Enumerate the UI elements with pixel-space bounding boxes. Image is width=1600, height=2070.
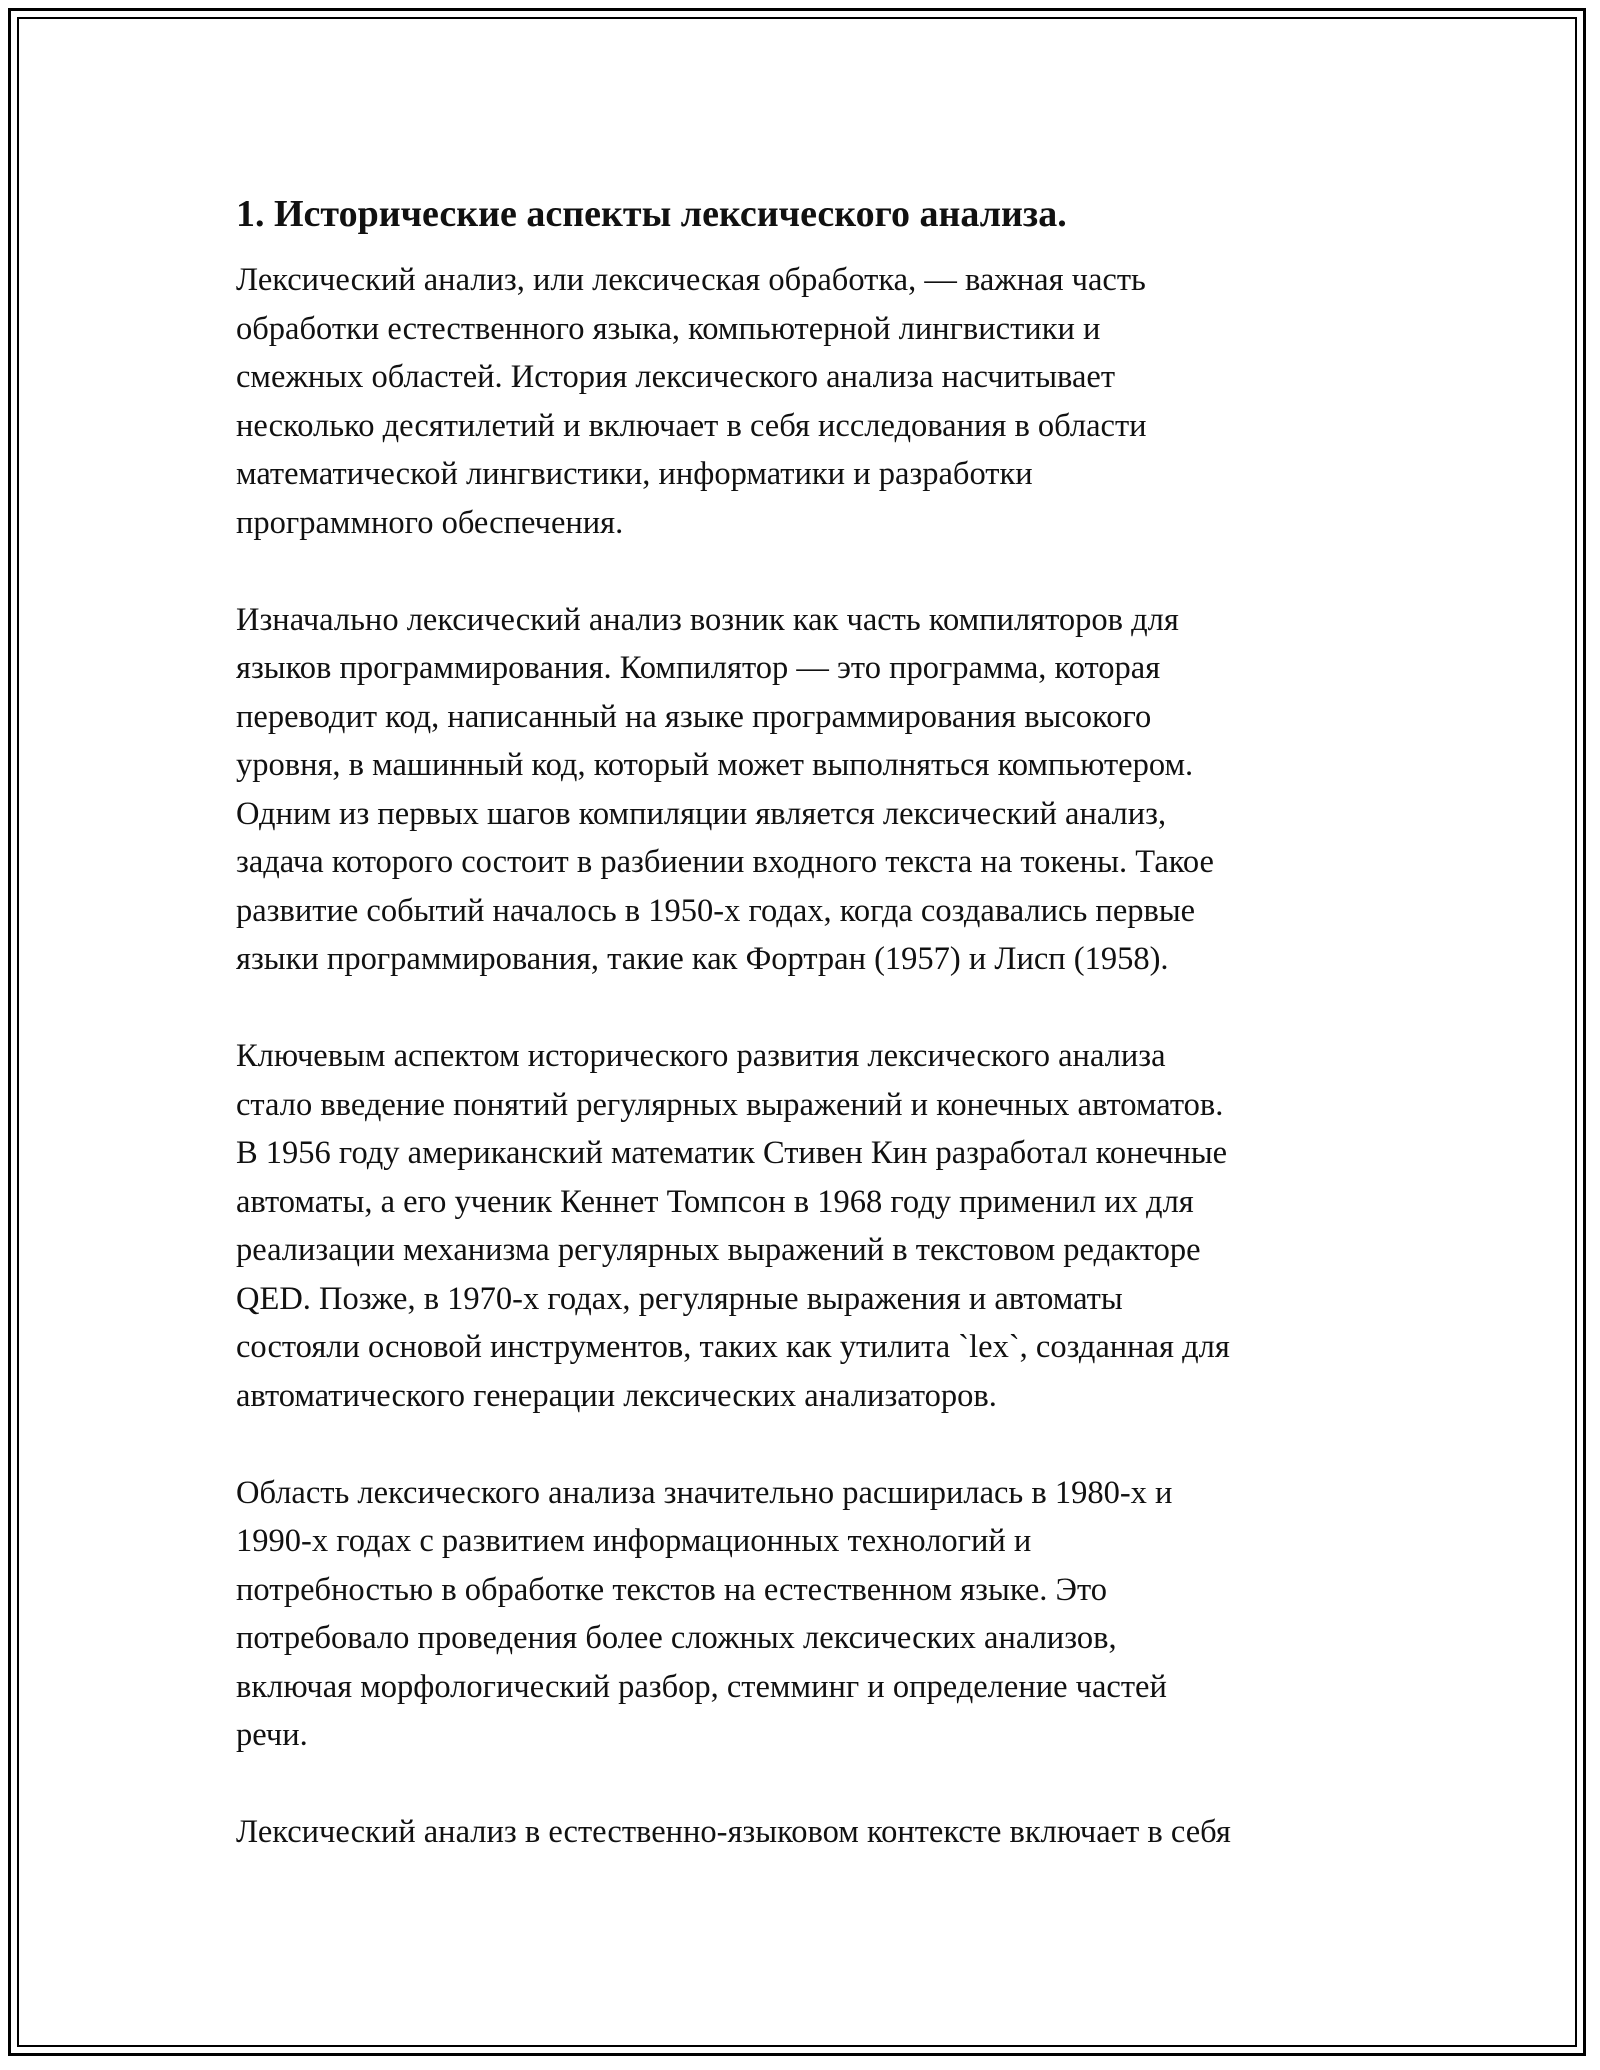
text-line: Одним из первых шагов компиляции является лексический анализ,: [236, 795, 1167, 832]
text-line: обработки естественного языка, компьютерной лингвистики и: [236, 310, 1101, 347]
text-line: реализации механизма регулярных выражений в текстовом редакторе: [236, 1232, 1201, 1268]
text-line: задача которого состоит в разбиении входного текста на токены. Такое: [236, 844, 1214, 880]
text-line: уровня, в машинный код, который может выполняться компьютером.: [236, 747, 1194, 783]
text-line: 1990-х годах с развитием информационных технологий и: [236, 1523, 1032, 1559]
text-line: программного обеспечения.: [236, 504, 624, 541]
text-line: стало введение понятий регулярных выражений и конечных автоматов.: [236, 1086, 1224, 1123]
paragraph-2: [236, 596, 1376, 984]
text-line: QED. Позже, в 1970-х годах, регулярные выражения и автоматы: [236, 1280, 1123, 1317]
text-line: Лексический анализ в естественно-языковом контексте включает в себя: [236, 1814, 1231, 1850]
text-line: языков программирования. Компилятор — это программа, которая: [236, 650, 1161, 686]
text-line: В 1956 году американский математик Стивен Кин разработал конечные: [236, 1135, 1228, 1171]
text-line: математической лингвистики, информатики и разработки: [236, 456, 1033, 492]
text-line: Изначально лексический анализ возник как часть компиляторов для: [236, 601, 1179, 638]
paragraph-1: [236, 256, 1376, 547]
paragraph-3: [236, 1032, 1376, 1420]
text-line: Ключевым аспектом исторического развития лексического анализа: [236, 1038, 1166, 1074]
text-line: языки программирования, такие как Фортран (1957) и Лисп (1958).: [236, 941, 1169, 977]
text-line: автоматического генерации лексических анализаторов.: [236, 1377, 997, 1414]
text-line: потребностью в обработке текстов на естественном языке. Это: [236, 1571, 1107, 1608]
text-line: несколько десятилетий и включает в себя исследования в области: [236, 407, 1147, 444]
text-line: автоматы, а его ученик Кеннет Томпсон в 1968 году применил их для: [236, 1183, 1194, 1220]
text-line: Лексический анализ, или лексическая обработка, — важная часть: [236, 262, 1146, 298]
document-body: [236, 188, 1376, 1905]
text-line: переводит код, написанный на языке программирования высокого: [236, 698, 1152, 735]
text-line: включая морфологический разбор, стемминг и определение частей: [236, 1668, 1167, 1705]
section-heading: 1. Исторические аспекты лексического анализа.: [236, 193, 1067, 235]
paragraph-5: [236, 1808, 1376, 1857]
text-line: состояли основой инструментов, таких как утилита `lex`, созданная для: [236, 1329, 1230, 1365]
text-line: потребовало проведения более сложных лексических анализов,: [236, 1620, 1117, 1656]
paragraph-4: [236, 1469, 1376, 1760]
text-line: Область лексического анализа значительно расширилась в 1980-х и: [236, 1474, 1173, 1511]
text-line: развитие событий началось в 1950-х годах, когда создавались первые: [236, 892, 1196, 929]
text-line: речи.: [236, 1717, 308, 1753]
text-line: смежных областей. История лексического анализа насчитывает: [236, 359, 1116, 395]
